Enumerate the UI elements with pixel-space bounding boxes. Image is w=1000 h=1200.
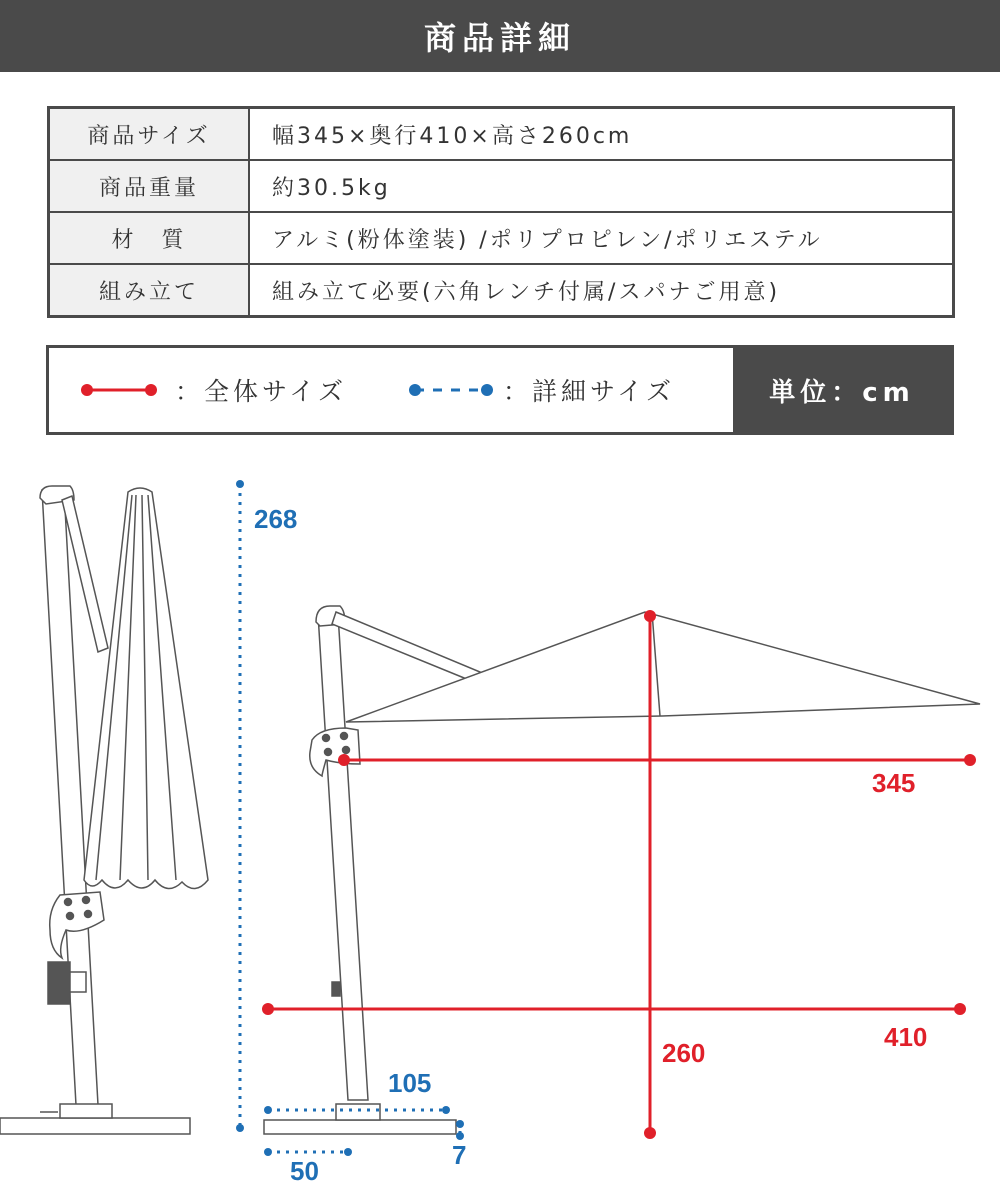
legend-detail-size-label: ：詳細サイズ	[503, 377, 676, 406]
dimension-depth-line	[262, 1003, 966, 1015]
label-width: 345	[872, 768, 916, 798]
spec-value-size: 幅345×奥行410×高さ260cm	[249, 108, 954, 161]
label-height: 260	[662, 1038, 706, 1068]
open-umbrella-illustration	[264, 606, 980, 1134]
umbrella-diagram	[0, 440, 1000, 1200]
spec-label-assembly: 組み立て	[49, 264, 250, 317]
spec-value-weight: 約30.5kg	[249, 160, 954, 212]
spec-value-material: アルミ(粉体塗装) /ポリプロピレン/ポリエステル	[249, 212, 954, 264]
table-row	[49, 108, 954, 161]
spec-value-assembly: 組み立て必要(六角レンチ付属/スパナご用意)	[249, 264, 954, 317]
spec-label-weight: 商品重量	[49, 160, 250, 212]
spec-label-material: 材 質	[49, 212, 250, 264]
label-base-height: 7	[452, 1140, 467, 1170]
legend-box	[46, 345, 954, 435]
dimension-height-folded-line	[236, 480, 244, 1132]
dimension-base-length-line	[264, 1148, 352, 1156]
folded-umbrella-illustration	[0, 486, 208, 1134]
table-row	[49, 212, 954, 264]
red-line-legend-icon	[79, 348, 169, 432]
table-row	[49, 264, 954, 317]
table-row	[49, 160, 954, 212]
spec-label-size: 商品サイズ	[49, 108, 250, 161]
label-height-folded: 268	[254, 504, 298, 534]
legend-full-size-label: ：全体サイズ	[175, 377, 348, 406]
label-base-width: 105	[388, 1068, 432, 1098]
dimension-base-height-line	[456, 1120, 464, 1140]
unit-badge: 単位：cm	[733, 348, 951, 432]
page-title: 商品詳細	[0, 0, 1000, 72]
label-depth: 410	[884, 1022, 928, 1052]
dimension-width-line	[338, 754, 976, 766]
spec-table	[47, 106, 955, 318]
blue-dashed-legend-icon	[407, 348, 497, 432]
label-base-length: 50	[290, 1156, 319, 1186]
